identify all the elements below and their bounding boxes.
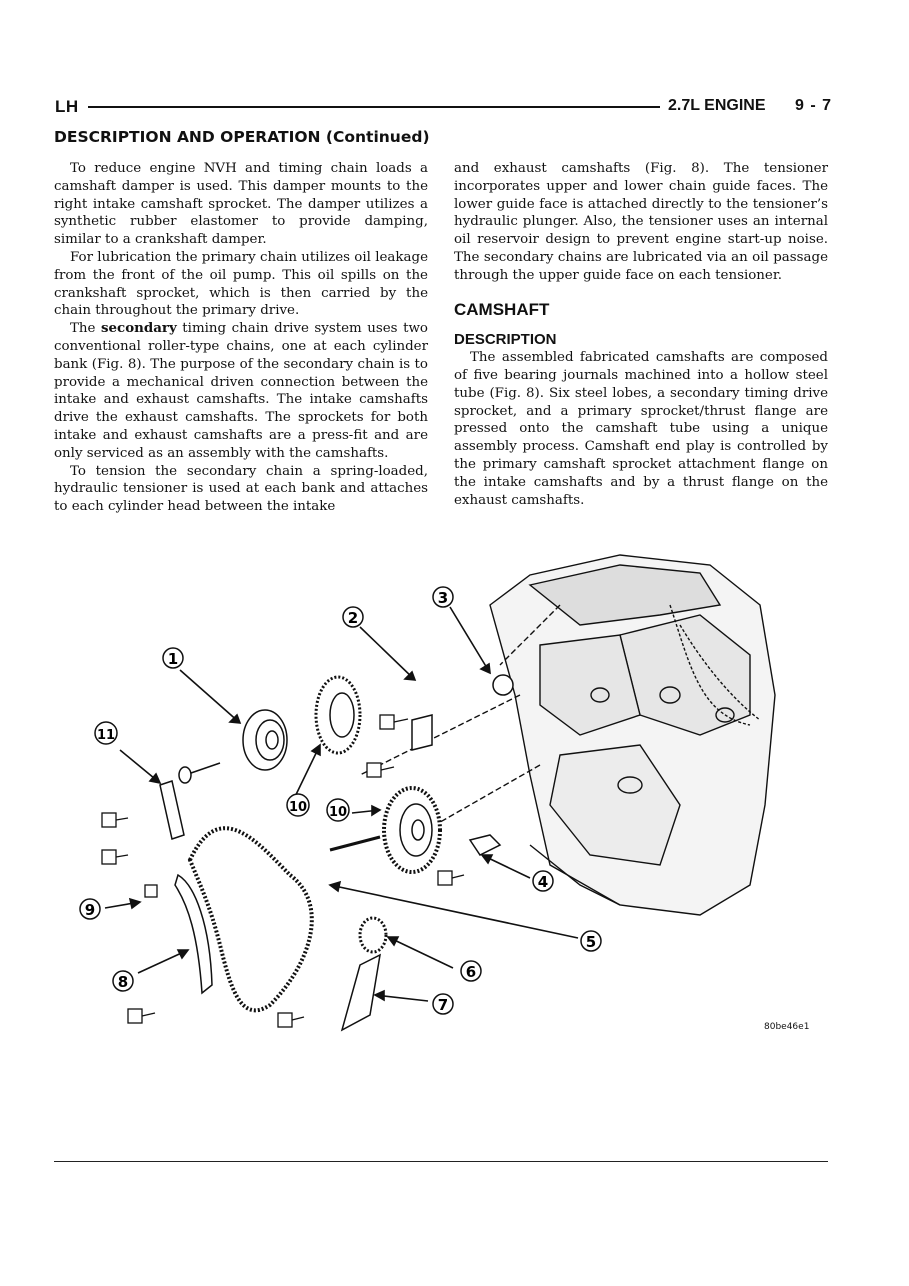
description-heading: DESCRIPTION — [454, 331, 557, 349]
intake-sprocket — [316, 677, 360, 753]
paragraph-lubrication: For lubrication the primary chain utilizes oil leakage from the front of the oil pump. This oil spills on the crankshaft sprocket, which is then carried by the chain throughout the primary drive. — [54, 249, 428, 319]
footer-rule — [54, 1161, 828, 1162]
callout-7: 7 — [437, 996, 449, 1014]
header-rule — [88, 106, 660, 108]
paragraph-secondary-bold: secondary — [101, 320, 177, 337]
callout-4: 4 — [537, 873, 549, 891]
callout-5: 5 — [585, 933, 597, 951]
left-column — [54, 160, 428, 516]
callout-3: 3 — [437, 589, 449, 607]
callout-2: 2 — [347, 609, 359, 627]
page-number: 9 - 7 — [795, 97, 833, 114]
right-column — [454, 160, 828, 509]
header-section: 2.7L ENGINE — [668, 97, 766, 114]
paragraph-damper: To reduce engine NVH and timing chain loads a camshaft damper is used. This damper mounts to the right intake camshaft sprocket. The damper utilizes a synthetic rubber elastomer to provide damping, similar to a crankshaft damper. — [54, 161, 428, 248]
callout-9: 9 — [84, 901, 96, 919]
paragraph-camshaft-description: The assembled fabricated camshafts are composed of five bearing journals machined into a hollow steel tube (Fig. 8). Six steel lobes, a secondary timing drive sprocket, and a primary sprocket/thrust flange are pressed onto the camshaft tube using a unique assembly process. Camshaft end play is controlled by the primary camshaft sprocket attachment flange on the intake camshafts and by a thrust flange on the exhaust camshafts. — [454, 350, 828, 508]
section-heading: DESCRIPTION AND OPERATION (Continued) — [54, 128, 430, 146]
callout-1: 1 — [167, 650, 179, 668]
callout-8: 8 — [117, 973, 129, 991]
paragraph-tensioner: To tension the secondary chain a spring-loaded, hydraulic tensioner is used at each bank and attaches to each cylinder head between the intake — [54, 463, 428, 515]
exhaust-sprocket — [384, 788, 440, 872]
paragraph-tensioner-continued: and exhaust camshafts (Fig. 8). The tensioner incorporates upper and lower chain guide faces. The lower guide face is attached directly to the tensioner’s hydraulic plunger. Also, the tensioner uses an internal oil reservoir design to prevent engine start-up noise. The secondary chains are lubricated via an oil passage through the upper guide face on each tensioner. — [454, 161, 828, 283]
paragraph-secondary-rest: timing chain drive system uses two conventional roller-type chains, one at each cylinder bank (Fig. 8). The purpose of the secondary chain is to provide a mechanical driven connection between the intake and exhaust camshafts. The intake camshafts drive the exhaust camshafts. The sprockets for both intake and exhaust camshafts are a press-fit and are only serviced as an assembly with the camshafts. — [54, 321, 428, 461]
timing-drive-figure — [60, 545, 840, 1045]
paragraph-secondary — [54, 320, 428, 462]
camshaft-heading: CAMSHAFT — [454, 299, 550, 319]
figure-id: 80be46e1 — [764, 1022, 810, 1032]
callout-10-damper: 10 — [288, 800, 308, 815]
callout-10-sprocket: 10 — [328, 805, 348, 820]
callout-11: 11 — [96, 728, 116, 743]
callout-6: 6 — [465, 963, 477, 981]
header-side: LH — [55, 97, 79, 116]
paragraph-secondary-lead: The — [70, 321, 101, 337]
